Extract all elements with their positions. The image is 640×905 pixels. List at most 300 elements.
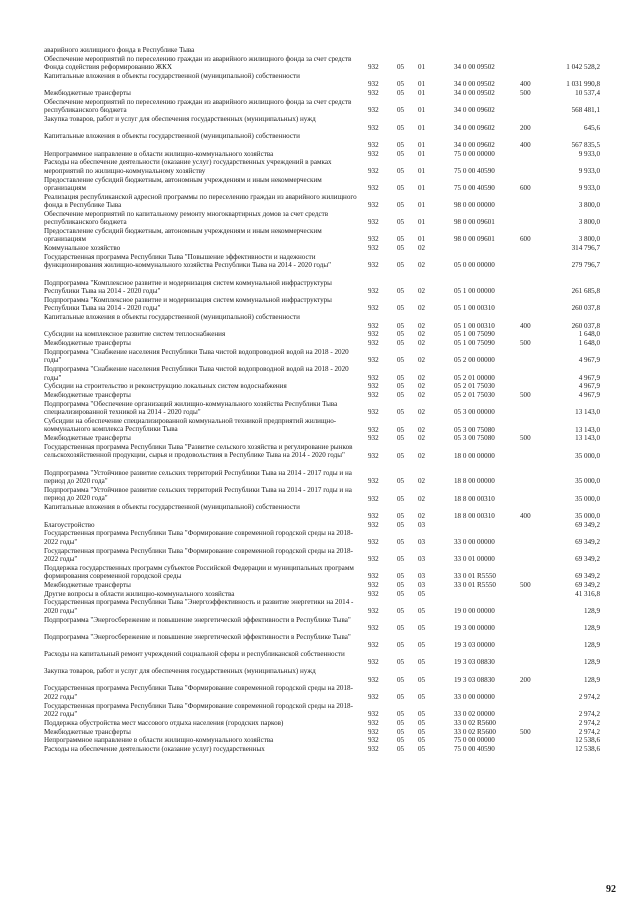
code-target-article: 33 0 01 00000 (454, 554, 495, 563)
expense-name: Расходы на обеспечение деятельности (оказание услуг) государственных (44, 745, 265, 754)
code-target-article: 05 2 01 75030 (454, 382, 495, 391)
code-subsection: 01 (418, 89, 426, 98)
code-target-article: 75 0 00 00000 (454, 736, 495, 745)
expense-name: Непрограммное направление в области жилищно-коммунального хозяйства (44, 736, 274, 745)
code-grbs: 932 (368, 235, 379, 244)
code-target-article: 75 0 00 40590 (454, 166, 495, 175)
amount: 260 037,8 (571, 321, 600, 330)
code-section: 05 (397, 218, 405, 227)
table-row (0, 650, 640, 667)
code-subsection: 02 (418, 261, 426, 270)
code-target-article: 33 0 00 00000 (454, 537, 495, 546)
code-target-article: 18 0 00 00000 (454, 451, 495, 460)
code-target-article: 34 0 00 09602 (454, 140, 495, 149)
code-subsection: 01 (418, 166, 426, 175)
code-grbs: 932 (368, 89, 379, 98)
code-target-article: 05 0 00 00000 (454, 261, 495, 270)
expense-name: Реализация республиканской адресной программы по переселению граждан из аварийного жилищного фонда в Республике Тыва (44, 192, 357, 209)
expense-name: Государственная программа Республики Тыва "Формирование современной городской среды на 2018-2022 годы" (44, 529, 353, 546)
code-target-article: 34 0 00 09502 (454, 80, 495, 89)
code-subsection: 02 (418, 451, 426, 460)
amount: 69 349,2 (575, 580, 600, 589)
code-subsection: 03 (418, 554, 426, 563)
code-subsection: 02 (418, 373, 426, 382)
code-grbs: 932 (368, 339, 379, 348)
code-target-article: 98 0 00 09601 (454, 218, 495, 227)
code-grbs: 932 (368, 183, 379, 192)
budget-table (0, 46, 640, 754)
code-section: 05 (397, 451, 405, 460)
table-row (0, 702, 640, 719)
code-target-article: 05 1 00 75090 (454, 339, 495, 348)
amount: 645,6 (584, 123, 600, 132)
code-section: 05 (397, 391, 405, 400)
code-expense-type: 200 (520, 123, 531, 132)
code-section: 05 (397, 692, 405, 701)
code-grbs: 932 (368, 658, 379, 667)
code-section: 05 (397, 709, 405, 718)
expense-name: Расходы на капитальный ремонт учреждений социальной сферы и республиканской собственности (44, 650, 345, 659)
table-row (0, 330, 640, 339)
table-row (0, 158, 640, 175)
code-target-article: 18 8 00 00000 (454, 477, 495, 486)
code-subsection: 02 (418, 330, 426, 339)
code-grbs: 932 (368, 321, 379, 330)
code-target-article: 18 8 00 00310 (454, 494, 495, 503)
code-section: 05 (397, 736, 405, 745)
table-row (0, 486, 640, 503)
code-target-article: 33 0 02 R5600 (454, 718, 496, 727)
amount: 2 974,2 (578, 727, 600, 736)
amount: 1 648,0 (578, 330, 600, 339)
code-grbs: 932 (368, 511, 379, 520)
code-section: 05 (397, 520, 405, 529)
code-grbs: 932 (368, 494, 379, 503)
code-target-article: 05 2 01 75030 (454, 391, 495, 400)
code-grbs: 932 (368, 80, 379, 89)
expense-name: Подпрограмма "Комплексное развитие и модернизация систем коммунальной инфраструктуры Республики Тыва на 2014 - 2020 годы" (44, 296, 332, 313)
code-target-article: 05 2 01 00000 (454, 373, 495, 382)
expense-name: Субсидии на обеспечение специализированной коммунальной техникой предприятий жилищно-коммунального комплекса Республики Тыва (44, 417, 337, 434)
amount: 13 143,0 (575, 408, 600, 417)
amount: 13 143,0 (575, 434, 600, 443)
code-expense-type: 400 (520, 140, 531, 149)
code-grbs: 932 (368, 244, 379, 253)
table-row (0, 46, 640, 55)
code-grbs: 932 (368, 727, 379, 736)
code-grbs: 932 (368, 624, 379, 633)
code-subsection: 05 (418, 606, 426, 615)
table-row (0, 193, 640, 210)
code-expense-type: 400 (520, 511, 531, 520)
code-subsection: 05 (418, 658, 426, 667)
code-target-article: 19 3 03 00000 (454, 641, 495, 650)
expense-name: Подпрограмма "Устойчивое развитие сельских территорий Республики Тыва на 2014 - 2017 годы и на период до 2020 года" (44, 486, 352, 503)
code-target-article: 19 3 03 08830 (454, 675, 495, 684)
table-row (0, 469, 640, 486)
code-target-article: 18 8 00 00310 (454, 511, 495, 520)
code-grbs: 932 (368, 692, 379, 701)
expense-name: Капитальные вложения в объекты государственной (муниципальной) собственности (44, 503, 300, 512)
code-target-article: 05 3 00 00000 (454, 408, 495, 417)
amount: 128,9 (584, 658, 600, 667)
code-subsection: 03 (418, 580, 426, 589)
code-target-article: 98 0 00 09601 (454, 235, 495, 244)
code-grbs: 932 (368, 382, 379, 391)
table-row (0, 89, 640, 98)
expense-name: Субсидии на строительство и реконструкцию локальных систем водоснабжения (44, 382, 287, 391)
code-target-article: 19 3 03 08830 (454, 658, 495, 667)
code-subsection: 05 (418, 624, 426, 633)
code-subsection: 02 (418, 425, 426, 434)
expense-name: Обеспечение мероприятий по переселению граждан из аварийного жилищного фонда за счет средств Фонда содействия реформированию ЖКХ (44, 54, 352, 72)
code-target-article: 19 0 00 00000 (454, 606, 495, 615)
code-grbs: 932 (368, 745, 379, 754)
code-section: 05 (397, 106, 405, 115)
amount: 35 000,0 (575, 511, 600, 520)
code-subsection: 01 (418, 63, 426, 72)
expense-name: Подпрограмма "Обеспечение организаций жилищно-коммунального хозяйства Республики Тыва специализированной техникой на 2014 - 2020 годы" (44, 399, 338, 417)
code-target-article: 98 0 00 00000 (454, 201, 495, 210)
code-expense-type: 500 (520, 434, 531, 443)
code-subsection: 02 (418, 477, 426, 486)
code-subsection: 01 (418, 218, 426, 227)
amount: 3 800,0 (578, 235, 600, 244)
code-section: 05 (397, 658, 405, 667)
code-target-article: 05 1 00 00310 (454, 304, 495, 313)
code-expense-type: 600 (520, 235, 531, 244)
amount: 261 685,8 (571, 287, 600, 296)
expense-name: Субсидии на комплексное развитие систем теплоснабжения (44, 330, 226, 339)
code-target-article: 05 1 00 75090 (454, 330, 495, 339)
expense-name: Государственная программа Республики Тыва "Повышение эффективности и надежности функционирования жилищно-коммунального хозяйства Республики Тыва на 2014 - 2020 годы" (44, 253, 331, 270)
code-subsection: 01 (418, 149, 426, 158)
code-section: 05 (397, 149, 405, 158)
code-section: 05 (397, 425, 405, 434)
table-row (0, 529, 640, 546)
code-grbs: 932 (368, 451, 379, 460)
code-subsection: 03 (418, 520, 426, 529)
code-subsection: 05 (418, 718, 426, 727)
code-section: 05 (397, 140, 405, 149)
code-expense-type: 500 (520, 391, 531, 400)
table-row (0, 55, 640, 72)
code-section: 05 (397, 511, 405, 520)
code-target-article: 34 0 00 09502 (454, 89, 495, 98)
code-grbs: 932 (368, 63, 379, 72)
table-row (0, 684, 640, 701)
expense-name: Подпрограмма "Энергосбережение и повышение энергетической эффективности в Республике Тыва" (44, 615, 351, 624)
code-section: 05 (397, 63, 405, 72)
table-row (0, 98, 640, 115)
amount: 1 648,0 (578, 339, 600, 348)
code-section: 05 (397, 123, 405, 132)
code-section: 05 (397, 356, 405, 365)
code-grbs: 932 (368, 425, 379, 434)
code-section: 05 (397, 675, 405, 684)
expense-name: Межбюджетные трансферты (44, 391, 131, 400)
amount: 128,9 (584, 606, 600, 615)
code-target-article: 33 0 00 00000 (454, 692, 495, 701)
code-section: 05 (397, 183, 405, 192)
code-subsection: 01 (418, 80, 426, 89)
code-section: 05 (397, 321, 405, 330)
code-section: 05 (397, 580, 405, 589)
code-target-article: 33 0 01 R5550 (454, 580, 496, 589)
expense-name: Государственная программа Республики Тыва "Развитие сельского хозяйства и регулирование рынков сельскохозяйственной продукции, сырья и продовольствия в Республике Тыва на 2014 - 2020 годы" (44, 443, 353, 460)
code-subsection: 02 (418, 511, 426, 520)
code-grbs: 932 (368, 149, 379, 158)
table-row (0, 339, 640, 348)
code-grbs: 932 (368, 356, 379, 365)
expense-name: Поддержка государственных программ субъектов Российской Федерации и муниципальных программ формирования современной городской среды (44, 563, 354, 580)
code-section: 05 (397, 727, 405, 736)
code-grbs: 932 (368, 718, 379, 727)
code-subsection: 01 (418, 123, 426, 132)
code-subsection: 02 (418, 356, 426, 365)
code-section: 05 (397, 244, 405, 253)
expense-name: Другие вопросы в области жилищно-коммунального хозяйства (44, 589, 235, 598)
expense-name: Государственная программа Республики Тыва "Энергоэффективность и развитие энергетики на 2014 - 2020 годы" (44, 598, 354, 615)
table-row (0, 176, 640, 193)
code-grbs: 932 (368, 106, 379, 115)
code-subsection: 05 (418, 727, 426, 736)
code-grbs: 932 (368, 709, 379, 718)
table-row (0, 279, 640, 296)
expense-name: Закупка товаров, работ и услуг для обеспечения государственных (муниципальных) нужд (44, 115, 316, 124)
code-section: 05 (397, 624, 405, 633)
code-grbs: 932 (368, 589, 379, 598)
code-grbs: 932 (368, 123, 379, 132)
code-grbs: 932 (368, 201, 379, 210)
table-row (0, 434, 640, 443)
table-row (0, 313, 640, 330)
amount: 35 000,0 (575, 494, 600, 503)
amount: 35 000,0 (575, 451, 600, 460)
code-section: 05 (397, 339, 405, 348)
amount: 13 143,0 (575, 425, 600, 434)
code-section: 05 (397, 373, 405, 382)
code-target-article: 19 3 00 00000 (454, 624, 495, 633)
amount: 3 800,0 (578, 218, 600, 227)
table-row (0, 503, 640, 520)
code-grbs: 932 (368, 641, 379, 650)
table-row (0, 132, 640, 149)
expense-name: Непрограммное направление в области жилищно-коммунального хозяйства (44, 149, 274, 158)
code-target-article: 05 1 00 00310 (454, 321, 495, 330)
amount: 9 933,0 (578, 183, 600, 192)
code-section: 05 (397, 606, 405, 615)
table-row (0, 633, 640, 650)
table-row (0, 400, 640, 417)
amount: 4 967,9 (578, 373, 600, 382)
amount: 279 796,7 (571, 261, 600, 270)
code-section: 05 (397, 166, 405, 175)
code-expense-type: 500 (520, 339, 531, 348)
amount: 128,9 (584, 675, 600, 684)
code-subsection: 01 (418, 183, 426, 192)
table-row (0, 244, 640, 253)
code-subsection: 01 (418, 201, 426, 210)
table-row (0, 227, 640, 244)
code-target-article: 33 0 02 R5600 (454, 727, 496, 736)
code-grbs: 932 (368, 218, 379, 227)
code-grbs: 932 (368, 580, 379, 589)
expense-name: Предоставление субсидий бюджетным, автономным учреждениям и иным некоммерческим организациям (44, 227, 322, 244)
table-row (0, 150, 640, 159)
expense-name: Межбюджетные трансферты (44, 89, 131, 98)
code-section: 05 (397, 494, 405, 503)
expense-name: Подпрограмма "Комплексное развитие и модернизация систем коммунальной инфраструктуры Республики Тыва на 2014 - 2020 годы" (44, 278, 332, 296)
amount: 10 537,4 (575, 89, 600, 98)
table-row (0, 667, 640, 684)
expense-name: Межбюджетные трансферты (44, 339, 131, 348)
code-subsection: 03 (418, 572, 426, 581)
code-subsection: 02 (418, 408, 426, 417)
expense-name: Межбюджетные трансферты (44, 434, 131, 443)
table-row (0, 72, 640, 89)
expense-name: Расходы на обеспечение деятельности (оказание услуг) государственных учреждений в рамках мероприятий по жилищно-коммунальному хозяйству (44, 158, 332, 175)
table-row (0, 581, 640, 590)
code-grbs: 932 (368, 304, 379, 313)
code-grbs: 932 (368, 554, 379, 563)
amount: 2 974,2 (578, 718, 600, 727)
code-subsection: 02 (418, 382, 426, 391)
code-grbs: 932 (368, 520, 379, 529)
code-target-article: 34 0 00 09602 (454, 106, 495, 115)
amount: 128,9 (584, 624, 600, 633)
table-row (0, 210, 640, 227)
code-section: 05 (397, 287, 405, 296)
code-grbs: 932 (368, 572, 379, 581)
code-subsection: 05 (418, 641, 426, 650)
code-subsection: 05 (418, 736, 426, 745)
table-row (0, 443, 640, 469)
amount: 568 481,1 (571, 106, 600, 115)
table-row (0, 616, 640, 633)
code-grbs: 932 (368, 408, 379, 417)
code-target-article: 75 0 00 40590 (454, 745, 495, 754)
code-expense-type: 500 (520, 580, 531, 589)
code-section: 05 (397, 89, 405, 98)
code-grbs: 932 (368, 330, 379, 339)
code-expense-type: 600 (520, 183, 531, 192)
expense-name: Благоустройство (44, 520, 95, 529)
table-row (0, 348, 640, 365)
amount: 4 967,9 (578, 391, 600, 400)
code-expense-type: 500 (520, 727, 531, 736)
amount: 69 349,2 (575, 537, 600, 546)
code-section: 05 (397, 261, 405, 270)
code-grbs: 932 (368, 373, 379, 382)
code-subsection: 05 (418, 589, 426, 598)
code-subsection: 03 (418, 537, 426, 546)
code-target-article: 05 1 00 00000 (454, 287, 495, 296)
code-grbs: 932 (368, 675, 379, 684)
code-subsection: 02 (418, 304, 426, 313)
code-expense-type: 500 (520, 89, 531, 98)
code-grbs: 932 (368, 166, 379, 175)
amount: 12 538,6 (575, 736, 600, 745)
table-row (0, 296, 640, 313)
expense-name: Подпрограмма "Снабжение населения Республики Тыва чистой водопроводной водой на 2018 - 2020 годы" (44, 365, 349, 382)
code-subsection: 02 (418, 244, 426, 253)
expense-name: Подпрограмма "Снабжение населения Республики Тыва чистой водопроводной водой на 2018 - 2020 годы" (44, 348, 349, 365)
code-target-article: 34 0 00 09602 (454, 123, 495, 132)
code-target-article: 34 0 00 09502 (454, 63, 495, 72)
code-target-article: 05 2 00 00000 (454, 356, 495, 365)
amount: 69 349,2 (575, 520, 600, 529)
code-section: 05 (397, 572, 405, 581)
expense-name: Обеспечение мероприятий по переселению граждан из аварийного жилищного фонда за счет средств республиканского бюджета (44, 97, 352, 115)
code-subsection: 01 (418, 140, 426, 149)
table-row (0, 728, 640, 737)
code-section: 05 (397, 408, 405, 417)
amount: 2 974,2 (578, 692, 600, 701)
code-section: 05 (397, 235, 405, 244)
amount: 69 349,2 (575, 572, 600, 581)
code-grbs: 932 (368, 736, 379, 745)
amount: 4 967,9 (578, 356, 600, 365)
table-row (0, 382, 640, 391)
code-expense-type: 400 (520, 321, 531, 330)
code-grbs: 932 (368, 477, 379, 486)
code-section: 05 (397, 745, 405, 754)
table-row (0, 598, 640, 615)
expense-name: Межбюджетные трансферты (44, 727, 131, 736)
table-row (0, 745, 640, 754)
table-row (0, 115, 640, 132)
code-section: 05 (397, 589, 405, 598)
amount: 3 800,0 (578, 201, 600, 210)
table-row (0, 719, 640, 728)
expense-name: Закупка товаров, работ и услуг для обеспечения государственных (муниципальных) нужд (44, 667, 316, 676)
code-section: 05 (397, 330, 405, 339)
code-section: 05 (397, 382, 405, 391)
code-subsection: 05 (418, 745, 426, 754)
amount: 128,9 (584, 641, 600, 650)
expense-name: Капитальные вложения в объекты государственной (муниципальной) собственности (44, 313, 300, 322)
code-target-article: 75 0 00 00000 (454, 149, 495, 158)
amount: 41 316,8 (575, 589, 600, 598)
code-subsection: 02 (418, 339, 426, 348)
amount: 1 031 990,8 (566, 80, 600, 89)
table-row (0, 417, 640, 434)
amount: 69 349,2 (575, 554, 600, 563)
code-grbs: 932 (368, 434, 379, 443)
code-section: 05 (397, 80, 405, 89)
code-subsection: 02 (418, 321, 426, 330)
table-row (0, 547, 640, 564)
expense-name: Коммунальное хозяйство (44, 244, 121, 253)
code-grbs: 932 (368, 537, 379, 546)
code-subsection: 02 (418, 494, 426, 503)
expense-name: Предоставление субсидий бюджетным, автономным учреждениям и иным некоммерческим организациям (44, 175, 322, 192)
code-section: 05 (397, 434, 405, 443)
code-target-article: 33 0 02 00000 (454, 709, 495, 718)
code-expense-type: 200 (520, 675, 531, 684)
code-section: 05 (397, 718, 405, 727)
amount: 260 037,8 (571, 304, 600, 313)
code-grbs: 932 (368, 261, 379, 270)
amount: 567 835,5 (571, 140, 600, 149)
table-row (0, 391, 640, 400)
code-target-article: 33 0 01 R5550 (454, 572, 496, 581)
expense-name: Обеспечение мероприятий по капитальному ремонту многоквартирных домов за счет средств республиканского бюджета (44, 209, 329, 227)
table-row (0, 736, 640, 745)
expense-name: Подпрограмма "Энергосбережение и повышение энергетической эффективности в Республике Тыва" (44, 632, 351, 641)
code-grbs: 932 (368, 140, 379, 149)
